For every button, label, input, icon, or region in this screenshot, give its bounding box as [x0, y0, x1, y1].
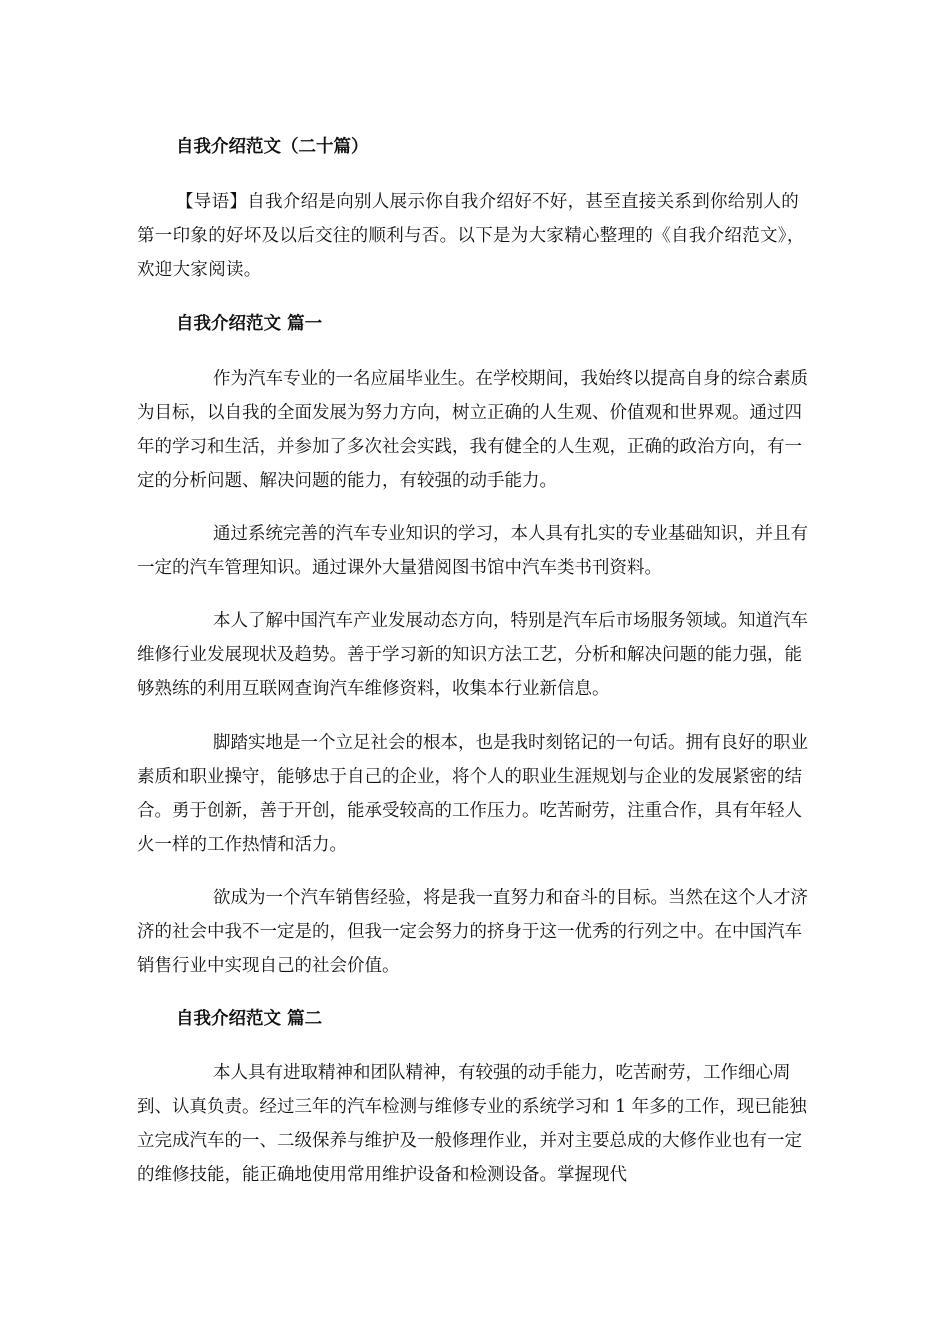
section-1-paragraph-5: 欲成为一个汽车销售经验，将是我一直努力和奋斗的目标。当然在这个人才济济的社会中我不一定是的，但我一定会努力的挤身于这一优秀的行列之中。在中国汽车销售行业中实现自己的社会价值。: [137, 888, 808, 976]
section-2-paragraph-1: 本人具有进取精神和团队精神，有较强的动手能力，吃苦耐劳，工作细心周到、认真负责。经过三年的汽车检测与维修专业的系统学习和 1 年多的工作，现已能独立完成汽车的一、二级保养与维护及一般修理作业，并对主要总成的大修作业也有一定的维修技能，能正确地使用常用维护设备和检测设备。掌握现代: [137, 1063, 807, 1185]
section-heading-1: 自我介绍范文 篇一: [176, 314, 323, 334]
section-1-paragraph-2: 通过系统完善的汽车专业知识的学习，本人具有扎实的专业基础知识，并且有一定的汽车管理知识。通过课外大量猎阅图书馆中汽车类书刊资料。: [137, 524, 808, 578]
section-heading-2: 自我介绍范文 篇二: [176, 1009, 323, 1029]
document-title: 自我介绍范文（二十篇）: [176, 137, 369, 157]
section-1-paragraph-4: 脚踏实地是一个立足社会的根本，也是我时刻铭记的一句话。拥有良好的职业素质和职业操守，能够忠于自己的企业，将个人的职业生涯规划与企业的发展紧密的结合。勇于创新，善于开创，能承受较高的工作压力。吃苦耐劳，注重合作，具有年轻人火一样的工作热情和活力。: [137, 733, 808, 855]
lead-paragraph: 【导语】自我介绍是向别人展示你自我介绍好不好，甚至直接关系到你给别人的第一印象的好坏及以后交往的顺利与否。以下是为大家精心整理的《自我介绍范文》，欢迎大家阅读。: [137, 192, 805, 280]
section-1-paragraph-3: 本人了解中国汽车产业发展动态方向，特别是汽车后市场服务领域。知道汽车维修行业发展现状及趋势。善于学习新的知识方法工艺，分析和解决问题的能力强，能够熟练的利用互联网查询汽车维修资料，收集本行业新信息。: [137, 611, 808, 699]
section-1-paragraph-1: 作为汽车专业的一名应届毕业生。在学校期间，我始终以提高自身的综合素质为目标，以自我的全面发展为努力方向，树立正确的人生观、价值观和世界观。通过四年的学习和生活，并参加了多次社会实践，我有健全的人生观，正确的政治方向，有一定的分析问题、解决问题的能力，有较强的动手能力。: [137, 369, 808, 491]
